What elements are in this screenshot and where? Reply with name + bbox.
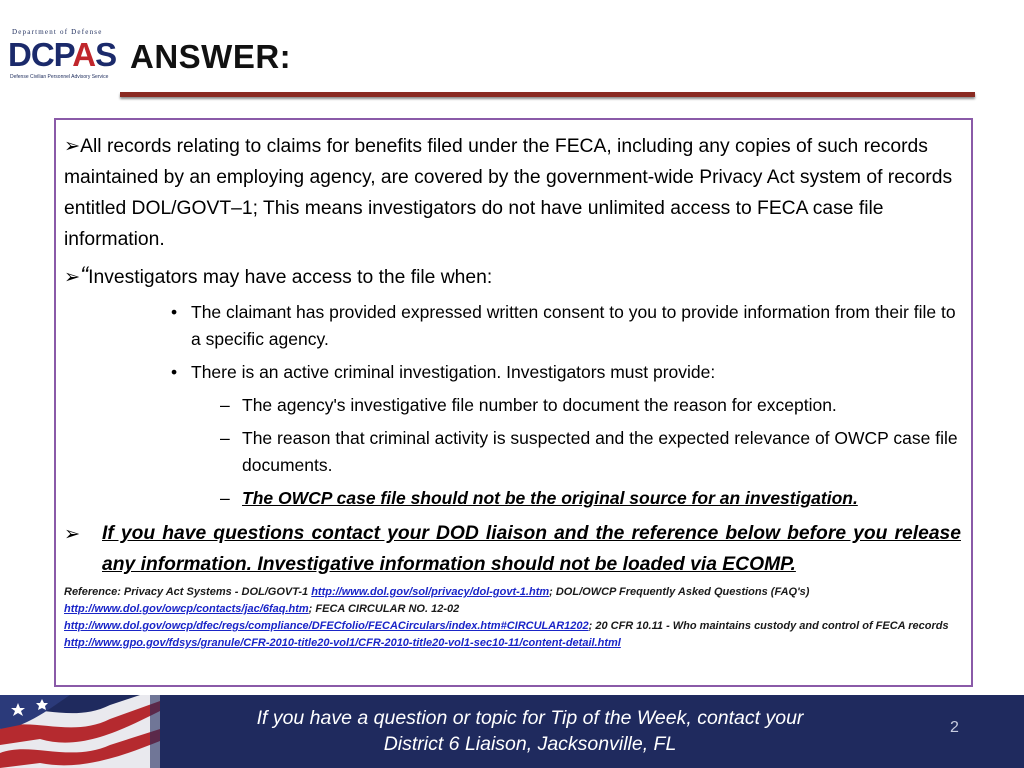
logo-top-text: Department of Defense [12, 28, 103, 36]
reference-part-4: ; 20 CFR 10.11 - Who maintains custody and control of FECA records [588, 620, 949, 632]
sub-item-reason-text: The reason that criminal activity is suspected and the expected relevance of OWCP case file documents. [242, 428, 958, 475]
link-owcp-faq[interactable]: http://www.dol.gov/owcp/contacts/jac/6faq.htm [64, 603, 309, 615]
list-item-criminal-text: There is an active criminal investigation. Investigators must provide: [191, 362, 716, 382]
list-item-consent-text: The claimant has provided expressed written consent to you to provide information from their file to a specific agency. [191, 302, 956, 349]
arrow-bullet-icon: ➢ [64, 522, 81, 545]
paragraph-access [64, 261, 961, 293]
content-box [54, 118, 973, 687]
link-cfr-10-11[interactable]: http://www.gpo.gov/fdsys/granule/CFR-2010-title20-vol1/CFR-2010-title20-vol1-sec10-11/content-detail.html [64, 637, 621, 649]
logo-mark-a: DCP [8, 36, 73, 73]
logo-mark [8, 36, 116, 74]
logo-mark-c: S [95, 36, 117, 73]
bullet-icon: • [171, 302, 178, 322]
paragraph-privacy-act-text: All records relating to claims for benefits filed under the FECA, including any copies of such records maintained by an employing agency, are covered by the government-wide Privacy Act system of records entitled DOL/GOVT–1; This means investigators do not have unlimited access to FECA case file information. [64, 136, 953, 250]
reference-part-2: ; DOL/OWCP Frequently Asked Questions (FAQ's) [549, 586, 810, 598]
reference-part-3: ; FECA CIRCULAR NO. 12-02 [308, 603, 460, 615]
reference-part-1: Reference: Privacy Act Systems - DOL/GOVT-1 [64, 586, 312, 598]
dash-icon: – [220, 395, 230, 415]
logo-mark-b: A [72, 36, 96, 73]
sub-item-file-number [220, 392, 961, 419]
sub-item-original-source [220, 485, 961, 512]
title-rule [120, 92, 975, 97]
footer-message [170, 705, 890, 757]
open-quote: “ [80, 262, 89, 289]
paragraph-contact-liaison-text: If you have questions contact your DOD liaison and the reference below before you release any information. Investigative information should not be loaded via ECOMP. [102, 523, 961, 575]
arrow-bullet-icon: ➢ [64, 134, 81, 157]
footer-line-1: If you have a question or topic for Tip of the Week, contact your [256, 707, 804, 729]
dcpas-logo [8, 28, 117, 86]
link-feca-circular[interactable]: http://www.dol.gov/owcp/dfec/regs/compliance/DFECfolio/FECACirculars/index.htm#CIRCULAR1202 [64, 620, 589, 632]
link-dol-govt-1[interactable]: http://www.dol.gov/sol/privacy/dol-govt-1.htm [311, 586, 550, 598]
bullet-icon: • [171, 362, 178, 382]
footer-line-2: District 6 Liaison, Jacksonville, FL [383, 733, 677, 755]
paragraph-access-text: Investigators may have access to the file when: [88, 267, 493, 288]
slide-title: ANSWER: [130, 38, 292, 75]
list-item-criminal [171, 359, 961, 386]
dash-icon: – [220, 488, 230, 508]
logo-subtitle: Defense Civilian Personnel Advisory Service [10, 74, 109, 80]
paragraph-privacy-act [64, 130, 961, 255]
sub-item-reason [220, 425, 961, 479]
arrow-bullet-icon: ➢ [64, 265, 81, 288]
paragraph-contact-liaison [64, 518, 961, 580]
dash-icon: – [220, 428, 230, 448]
list-item-consent [171, 299, 961, 353]
flag-decoration-icon [0, 695, 160, 768]
sub-item-original-source-text: The OWCP case file should not be the original source for an investigation. [242, 488, 858, 508]
reference-text [64, 584, 961, 652]
page-number: 2 [950, 719, 959, 736]
footer-bar [0, 695, 1024, 768]
sub-item-file-number-text: The agency's investigative file number to document the reason for exception. [242, 395, 837, 415]
